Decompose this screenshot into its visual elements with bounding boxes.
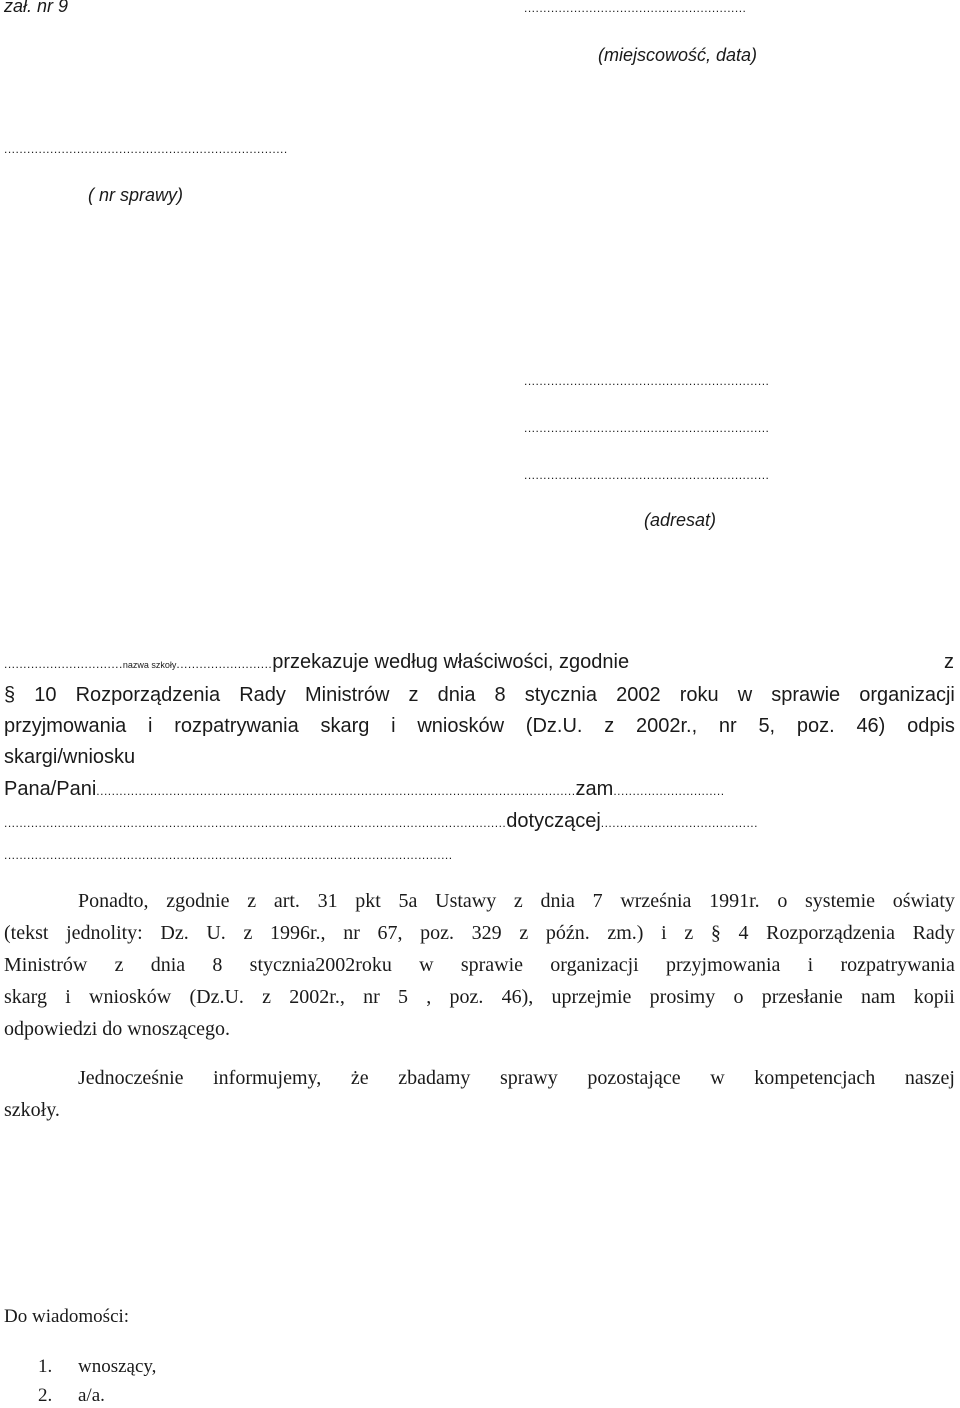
body-line-6: ...................................................................................................................................dotyczącej.........................................: [4, 810, 758, 832]
word: sprawie: [460, 954, 524, 976]
word: 8: [494, 684, 506, 706]
word: ,: [426, 986, 432, 1008]
cc-item-text-1: wnoszący,: [78, 1356, 157, 1377]
word: w: [737, 684, 753, 706]
word: (Dz.U.: [525, 715, 583, 737]
addressee-line-2: ................................................................: [524, 421, 770, 435]
word: informujemy,: [213, 1067, 322, 1089]
word: o: [777, 890, 788, 912]
word: rozpatrywania: [840, 954, 955, 976]
word: pkt: [355, 890, 381, 912]
place-date-caption: (miejscowość, data): [598, 45, 758, 65]
word: skarg: [4, 986, 47, 1008]
word: uprzejmie: [551, 986, 632, 1008]
word: i: [148, 715, 153, 737]
word: 1991r.: [709, 890, 760, 912]
word: 5,: [758, 715, 776, 737]
body-line-1-end: z: [944, 651, 954, 673]
para2-line-1: [78, 890, 955, 913]
word: Dz.: [160, 922, 189, 944]
para2-line-2: [4, 922, 955, 945]
word: Rady: [239, 684, 286, 706]
word: dnia: [540, 890, 575, 912]
case-number-caption: ( nr sprawy): [88, 185, 184, 205]
word: o: [733, 986, 744, 1008]
word: art.: [273, 890, 300, 912]
cc-item-num-1: 1.: [38, 1356, 53, 1377]
word: U.: [206, 922, 226, 944]
word: z: [684, 922, 694, 944]
body-line-3: [4, 715, 955, 738]
word: pozostające: [587, 1067, 681, 1089]
word: 2002r.,: [289, 986, 345, 1008]
word: wniosków: [89, 986, 172, 1008]
word: §: [710, 922, 721, 944]
word: (Dz.U.: [189, 986, 244, 1008]
word: z: [262, 986, 272, 1008]
word: i: [807, 954, 814, 976]
word: 5: [397, 986, 408, 1008]
word: że: [350, 1067, 369, 1089]
body-line-2: [4, 684, 955, 707]
word: przyjmowania: [4, 715, 127, 737]
word: organizacji: [550, 954, 639, 976]
addressee-line-3: ................................................................: [524, 468, 770, 482]
word: i: [661, 922, 667, 944]
word: przesłanie: [761, 986, 843, 1008]
word: zgodnie: [166, 890, 230, 912]
word: sprawy: [499, 1067, 558, 1089]
word: 1996r.,: [269, 922, 326, 944]
word: oświaty: [892, 890, 955, 912]
word: jednolity:: [66, 922, 143, 944]
word: z: [604, 715, 615, 737]
word: 10: [34, 684, 57, 706]
word: kopii: [913, 986, 955, 1008]
annex-label: zał. nr 9: [4, 0, 69, 16]
word: roku: [679, 684, 719, 706]
word: 31: [317, 890, 338, 912]
word: i: [65, 986, 71, 1008]
word: późn.: [545, 922, 590, 944]
body-line-4: skargi/wniosku: [4, 746, 136, 768]
cc-item-num-2: 2.: [38, 1385, 53, 1406]
word: Rady: [912, 922, 955, 944]
word: stycznia2002roku: [249, 954, 392, 976]
word: 67,: [377, 922, 403, 944]
word: 7: [592, 890, 603, 912]
cc-label: Do wiadomości:: [4, 1306, 130, 1327]
word: przyjmowania: [666, 954, 781, 976]
addressee-caption: (adresat): [644, 510, 717, 530]
word: nam: [861, 986, 896, 1008]
para2-line-5: odpowiedzi do wnoszącego.: [4, 1018, 231, 1040]
word: z: [519, 922, 529, 944]
word: systemie: [805, 890, 876, 912]
word: Ministrów: [4, 954, 88, 976]
word: w: [419, 954, 434, 976]
word: poz.: [420, 922, 455, 944]
word: wniosków: [417, 715, 505, 737]
word: w: [710, 1067, 725, 1089]
body-line-7: .....................................................................................................................: [4, 848, 453, 862]
word: z: [408, 684, 419, 706]
word: września: [620, 890, 692, 912]
word: organizacji: [859, 684, 955, 706]
para3-line-1: [78, 1067, 955, 1090]
word: 329: [471, 922, 502, 944]
word: 8: [212, 954, 223, 976]
word: skarg: [320, 715, 370, 737]
word: Ustawy: [435, 890, 497, 912]
cc-item-text-2: a/a.: [78, 1385, 105, 1406]
word: 2002r.,: [635, 715, 698, 737]
word: z: [513, 890, 523, 912]
word: Ponadto,: [78, 890, 149, 912]
word: zm.): [607, 922, 644, 944]
word: 4: [738, 922, 749, 944]
word: 46),: [501, 986, 534, 1008]
word: 46): [856, 715, 886, 737]
body-line-5: Pana/Pani.............................................................................................................................zam.............................: [4, 778, 725, 800]
word: stycznia: [524, 684, 597, 706]
word: naszej: [904, 1067, 955, 1089]
place-date-dots: ..........................................................: [524, 1, 747, 15]
word: rozpatrywania: [174, 715, 299, 737]
addressee-line-1: ................................................................: [524, 374, 770, 388]
word: (tekst: [4, 922, 49, 944]
word: i: [391, 715, 396, 737]
word: z: [114, 954, 124, 976]
para2-line-3: [4, 954, 955, 977]
body-line-1: ...............................nazwa szkoły.........................przekazuje według właściwości, zgodnie: [4, 651, 630, 673]
word: z: [247, 890, 257, 912]
word: Rozporządzenia: [75, 684, 221, 706]
word: nr: [718, 715, 737, 737]
word: sprawie: [771, 684, 841, 706]
word: §: [4, 684, 16, 706]
word: dnia: [437, 684, 476, 706]
word: kompetencjach: [754, 1067, 876, 1089]
word: dnia: [150, 954, 186, 976]
case-number-dots: ..........................................................................: [4, 142, 288, 156]
word: prosimy: [649, 986, 716, 1008]
word: poz.: [796, 715, 835, 737]
word: zbadamy: [398, 1067, 471, 1089]
para2-line-4: [4, 986, 955, 1009]
word: Ministrów: [304, 684, 390, 706]
word: nr: [363, 986, 380, 1008]
word: 5a: [398, 890, 418, 912]
word: Jednocześnie: [78, 1067, 184, 1089]
word: odpis: [907, 715, 955, 737]
school-name-hint: nazwa szkoły: [122, 660, 177, 670]
word: Rozporządzenia: [766, 922, 895, 944]
word: z: [243, 922, 253, 944]
para3-line-2: szkoły.: [4, 1099, 60, 1121]
word: nr: [343, 922, 360, 944]
word: poz.: [449, 986, 484, 1008]
word: 2002: [616, 684, 661, 706]
